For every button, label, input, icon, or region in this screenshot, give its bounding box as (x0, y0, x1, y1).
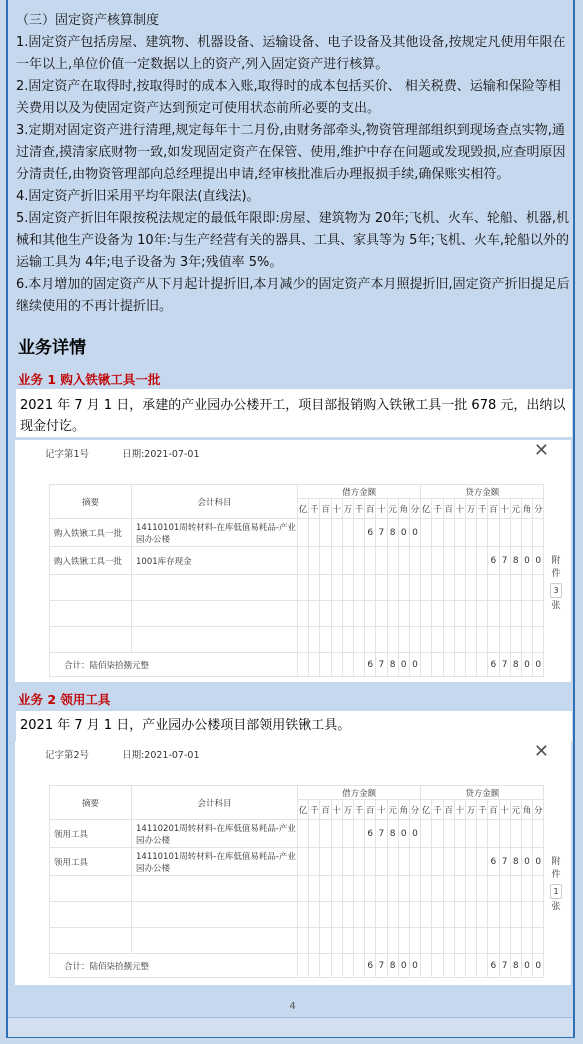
policy-item-4: 4.固定资产折旧采用平均年限法(直线法)。 (16, 189, 260, 204)
business-description: 2021 年 7 月 1 日，产业园办公楼项目部领用铁锹工具。 (16, 711, 572, 741)
debit-digit (353, 820, 364, 848)
debit-digit: 0 (409, 653, 420, 677)
account-header: 会计科目 (132, 485, 298, 519)
unit-header: 百 (443, 499, 454, 519)
attachment-label: 附件 (551, 556, 561, 579)
unit-header: 十 (376, 800, 387, 820)
debit-digit (342, 954, 353, 978)
debit-digit (353, 954, 364, 978)
credit-digit: 7 (499, 954, 510, 978)
unit-header: 万 (465, 800, 476, 820)
unit-header: 十 (331, 499, 342, 519)
unit-header: 百 (488, 499, 499, 519)
credit-digit: 0 (521, 848, 532, 876)
empty-row (50, 876, 544, 902)
debit-digit (309, 519, 320, 547)
unit-header: 元 (387, 800, 398, 820)
empty-row (50, 575, 544, 601)
policy-section (16, 10, 570, 318)
unit-header: 百 (320, 800, 331, 820)
credit-digit (454, 547, 465, 575)
debit-digit (331, 519, 342, 547)
debit-digit (331, 848, 342, 876)
unit-header: 分 (533, 800, 544, 820)
unit-header: 万 (342, 800, 353, 820)
credit-digit (421, 519, 432, 547)
debit-digit (298, 848, 309, 876)
credit-digit: 0 (533, 653, 544, 677)
table-row (50, 848, 544, 876)
voucher-header (45, 747, 230, 761)
bottom-bar (8, 1017, 573, 1037)
debit-digit (353, 547, 364, 575)
voucher-card (15, 440, 571, 682)
credit-digit (443, 547, 454, 575)
credit-digit (421, 653, 432, 677)
unit-header: 十 (499, 499, 510, 519)
credit-digit (465, 653, 476, 677)
debit-digit (387, 848, 398, 876)
debit-digit: 0 (398, 653, 409, 677)
policy-item-3: 3.定期对固定资产进行清理,规定每年十二月份,由财务部牵头,物资管理部组织到现场查点实物,通过清查,摸清家底财物一致,如发现固定资产在保管、使用,维护中存在问题或发现毁损,应查明原因分清责任,由物资管理部向总经理提出申请,经审核批准后办理报损手续,确保账实相符。 (16, 123, 566, 182)
attachment-unit: 张 (551, 601, 561, 611)
credit-digit (432, 820, 443, 848)
policy-item-6: 6.本月增加的固定资产从下月起计提折旧,本月减少的固定资产本月照提折旧,固定资产折旧提足后继续使用的不再计提折旧。 (16, 277, 570, 314)
credit-digit (521, 820, 532, 848)
debit-digit (298, 954, 309, 978)
debit-digit: 6 (365, 519, 376, 547)
credit-digit (465, 519, 476, 547)
unit-header: 亿 (298, 499, 309, 519)
total-row (50, 954, 544, 978)
unit-header: 角 (521, 499, 532, 519)
account-cell: 14110101周转材料-在库低值易耗品-产业园办公楼 (132, 848, 298, 876)
unit-header: 百 (488, 800, 499, 820)
debit-digit: 0 (409, 954, 420, 978)
debit-digit: 7 (376, 954, 387, 978)
unit-header: 百 (365, 800, 376, 820)
debit-digit (309, 547, 320, 575)
debit-header: 借方金额 (298, 786, 421, 800)
attachment-unit: 张 (551, 902, 561, 912)
account-header: 会计科目 (132, 786, 298, 820)
summary-cell: 领用工具 (50, 848, 132, 876)
policy-item-2: 2.固定资产在取得时,按取得时的成本入账,取得时的成本包括买价、 相关税费、运输和保险等相关费用以及为使固定资产达到预定可使用状态前所必要的支出。 (16, 79, 561, 116)
debit-digit: 0 (409, 519, 420, 547)
unit-header: 千 (309, 499, 320, 519)
table-row (50, 820, 544, 848)
unit-header: 亿 (421, 800, 432, 820)
credit-digit (499, 820, 510, 848)
debit-digit (342, 820, 353, 848)
credit-digit (454, 519, 465, 547)
unit-header: 角 (398, 800, 409, 820)
account-cell: 14110201周转材料-在库低值易耗品-产业园办公楼 (132, 820, 298, 848)
credit-digit (443, 954, 454, 978)
credit-digit (421, 547, 432, 575)
summary-cell: 购入铁锹工具一批 (50, 519, 132, 547)
credit-digit: 7 (499, 547, 510, 575)
credit-digit (477, 954, 488, 978)
empty-row (50, 928, 544, 954)
voucher-date: 日期:2021-07-01 (122, 449, 200, 460)
credit-digit (432, 519, 443, 547)
credit-digit: 6 (488, 848, 499, 876)
credit-digit (432, 954, 443, 978)
voucher-card (15, 741, 571, 985)
credit-digit: 8 (510, 848, 521, 876)
credit-digit: 6 (488, 547, 499, 575)
debit-digit (309, 954, 320, 978)
debit-digit: 6 (365, 653, 376, 677)
debit-digit (353, 653, 364, 677)
credit-digit (465, 547, 476, 575)
credit-digit: 8 (510, 547, 521, 575)
debit-digit (353, 848, 364, 876)
credit-digit (488, 519, 499, 547)
debit-digit (376, 547, 387, 575)
voucher-header (45, 446, 230, 460)
credit-digit (454, 954, 465, 978)
attachment-count: 3 (550, 583, 562, 598)
debit-digit (320, 820, 331, 848)
unit-header: 角 (398, 499, 409, 519)
unit-header: 十 (499, 800, 510, 820)
voucher-table (49, 484, 544, 677)
document-page (6, 0, 575, 1038)
page-number: 4 (289, 1001, 296, 1012)
unit-header: 百 (443, 800, 454, 820)
credit-header: 贷方金额 (421, 786, 544, 800)
credit-digit: 0 (533, 848, 544, 876)
credit-digit: 0 (521, 547, 532, 575)
unit-header: 千 (477, 499, 488, 519)
credit-digit (465, 820, 476, 848)
debit-digit (365, 547, 376, 575)
credit-digit: 7 (499, 848, 510, 876)
voucher-table (49, 785, 544, 978)
credit-digit (421, 848, 432, 876)
debit-digit: 7 (376, 519, 387, 547)
debit-digit (331, 547, 342, 575)
debit-digit (353, 519, 364, 547)
debit-digit (309, 820, 320, 848)
credit-digit (510, 820, 521, 848)
policy-item-1: 1.固定资产包括房屋、建筑物、机器设备、运输设备、电子设备及其他设备,按规定凡使用年限在一年以上,单位价值一定数据以上的资产,列入固定资产进行核算。 (16, 35, 566, 72)
business-title: 业务 1 购入铁锹工具一批 (18, 372, 161, 387)
credit-digit (488, 820, 499, 848)
voucher-number: 记字第1号 (45, 449, 90, 460)
debit-digit (342, 653, 353, 677)
credit-digit (432, 653, 443, 677)
debit-digit (309, 848, 320, 876)
voucher-date: 日期:2021-07-01 (122, 750, 200, 761)
policy-heading: （三）固定资产核算制度 (16, 13, 160, 28)
credit-digit (443, 848, 454, 876)
credit-digit (521, 519, 532, 547)
debit-digit (320, 547, 331, 575)
account-cell: 1001库存现金 (132, 547, 298, 575)
credit-digit (454, 820, 465, 848)
debit-digit: 8 (387, 954, 398, 978)
credit-digit (510, 519, 521, 547)
debit-digit (331, 820, 342, 848)
debit-digit: 8 (387, 653, 398, 677)
section-title: 业务详情 (18, 338, 86, 358)
credit-digit: 0 (533, 954, 544, 978)
debit-digit (309, 653, 320, 677)
credit-digit: 6 (488, 954, 499, 978)
close-icon[interactable]: ✕ (533, 741, 549, 762)
debit-digit (320, 653, 331, 677)
attachment-indicator (549, 856, 563, 914)
debit-digit: 0 (398, 954, 409, 978)
credit-digit (533, 820, 544, 848)
debit-header: 借方金额 (298, 485, 421, 499)
unit-header: 千 (309, 800, 320, 820)
debit-digit (331, 954, 342, 978)
empty-row (50, 902, 544, 928)
unit-header: 千 (432, 499, 443, 519)
unit-header: 亿 (298, 800, 309, 820)
unit-header: 十 (376, 499, 387, 519)
unit-header: 万 (465, 499, 476, 519)
debit-digit (409, 848, 420, 876)
credit-digit: 0 (521, 653, 532, 677)
empty-row (50, 627, 544, 653)
debit-digit (298, 519, 309, 547)
debit-digit (320, 848, 331, 876)
credit-digit (443, 519, 454, 547)
unit-header: 分 (533, 499, 544, 519)
unit-header: 十 (331, 800, 342, 820)
debit-digit (342, 519, 353, 547)
credit-header: 贷方金额 (421, 485, 544, 499)
credit-digit (533, 519, 544, 547)
credit-digit: 7 (499, 653, 510, 677)
debit-digit: 0 (409, 820, 420, 848)
credit-digit: 0 (521, 954, 532, 978)
unit-header: 千 (353, 499, 364, 519)
total-label: 合计：陆佰柒拾捌元整 (50, 653, 298, 677)
credit-digit (443, 653, 454, 677)
unit-header: 十 (454, 499, 465, 519)
business-title: 业务 2 领用工具 (18, 692, 111, 707)
account-cell: 14110101周转材料-在库低值易耗品-产业园办公楼 (132, 519, 298, 547)
debit-digit (298, 547, 309, 575)
debit-digit (320, 519, 331, 547)
debit-digit (298, 653, 309, 677)
unit-header: 分 (409, 499, 420, 519)
debit-digit: 0 (398, 519, 409, 547)
attachment-count: 1 (550, 884, 562, 899)
debit-digit (376, 848, 387, 876)
unit-header: 千 (477, 800, 488, 820)
credit-digit (432, 547, 443, 575)
credit-digit: 0 (533, 547, 544, 575)
unit-header: 元 (510, 800, 521, 820)
debit-digit (365, 848, 376, 876)
credit-digit (477, 653, 488, 677)
unit-header: 百 (320, 499, 331, 519)
unit-header: 元 (387, 499, 398, 519)
credit-digit (421, 954, 432, 978)
debit-digit: 0 (398, 820, 409, 848)
table-row (50, 519, 544, 547)
unit-header: 亿 (421, 499, 432, 519)
credit-digit (454, 653, 465, 677)
debit-digit (398, 547, 409, 575)
voucher-number: 记字第2号 (45, 750, 90, 761)
unit-header: 分 (409, 800, 420, 820)
total-label: 合计：陆佰柒拾捌元整 (50, 954, 298, 978)
debit-digit: 7 (376, 653, 387, 677)
business-description: 2021 年 7 月 1 日，承建的产业园办公楼开工，项目部报销购入铁锹工具一批 678 元，出纳以现金付讫。 (16, 389, 572, 437)
credit-digit: 6 (488, 653, 499, 677)
unit-header: 百 (365, 499, 376, 519)
total-row (50, 653, 544, 677)
policy-item-5: 5.固定资产折旧年限按税法规定的最低年限即:房屋、建筑物为 20年;飞机、火车、轮船、机器,机械和其他生产设备为 10年:与生产经营有关的器具、工具、家具等为 5年;飞机、火车,轮船以外的运输工具为 4年;电子设备为 3年;残值率 5%。 (16, 211, 569, 270)
credit-digit (477, 519, 488, 547)
summary-header: 摘要 (50, 786, 132, 820)
attachment-label: 附件 (551, 857, 561, 880)
debit-digit: 8 (387, 820, 398, 848)
debit-digit (342, 547, 353, 575)
debit-digit (331, 653, 342, 677)
credit-digit (477, 547, 488, 575)
credit-digit: 8 (510, 954, 521, 978)
credit-digit (443, 820, 454, 848)
debit-digit (342, 848, 353, 876)
debit-digit: 6 (365, 820, 376, 848)
credit-digit (499, 519, 510, 547)
debit-digit (298, 820, 309, 848)
table-row (50, 547, 544, 575)
unit-header: 角 (521, 800, 532, 820)
empty-row (50, 601, 544, 627)
unit-header: 千 (353, 800, 364, 820)
debit-digit (398, 848, 409, 876)
credit-digit (477, 848, 488, 876)
unit-header: 十 (454, 800, 465, 820)
credit-digit (454, 848, 465, 876)
unit-header: 元 (510, 499, 521, 519)
close-icon[interactable]: ✕ (533, 440, 549, 461)
debit-digit (320, 954, 331, 978)
debit-digit (387, 547, 398, 575)
credit-digit (432, 848, 443, 876)
credit-digit (477, 820, 488, 848)
credit-digit (465, 954, 476, 978)
debit-digit: 7 (376, 820, 387, 848)
summary-cell: 领用工具 (50, 820, 132, 848)
attachment-indicator (549, 555, 563, 613)
debit-digit: 6 (365, 954, 376, 978)
summary-cell: 购入铁锹工具一批 (50, 547, 132, 575)
debit-digit: 8 (387, 519, 398, 547)
summary-header: 摘要 (50, 485, 132, 519)
credit-digit: 8 (510, 653, 521, 677)
credit-digit (421, 820, 432, 848)
unit-header: 万 (342, 499, 353, 519)
unit-header: 千 (432, 800, 443, 820)
credit-digit (465, 848, 476, 876)
debit-digit (409, 547, 420, 575)
